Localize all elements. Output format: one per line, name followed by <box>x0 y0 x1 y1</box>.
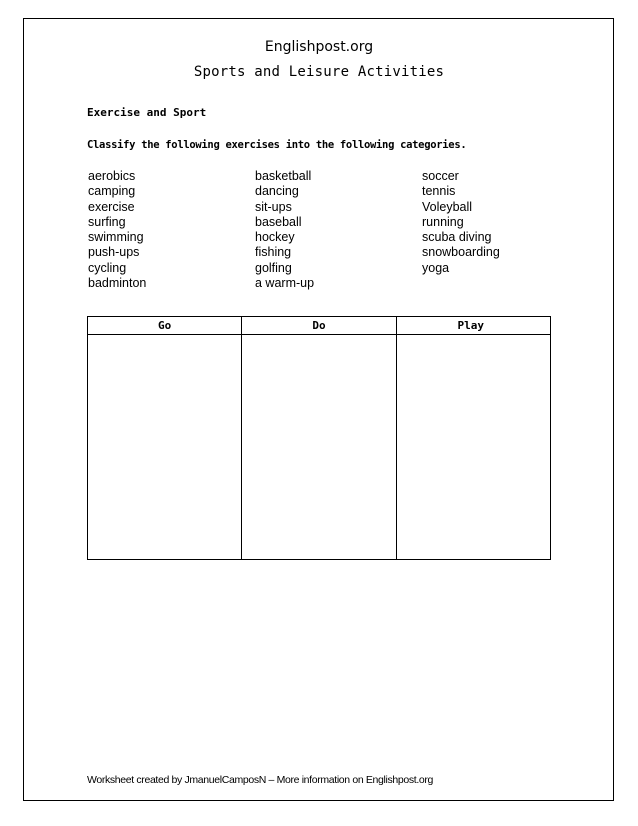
word-item: tennis <box>422 184 456 199</box>
word-item: push-ups <box>88 245 140 260</box>
word-item: exercise <box>88 199 135 214</box>
word-item: golfing <box>255 260 292 275</box>
word-item: soccer <box>422 169 459 183</box>
word-item: fishing <box>255 245 292 260</box>
worksheet-title: Sports and Leisure Activities <box>193 64 445 80</box>
answer-cell-go[interactable] <box>88 335 242 560</box>
word-bank-column-2 <box>255 169 314 291</box>
word-item: scuba diving <box>422 230 492 245</box>
word-item: sit-ups <box>255 199 292 214</box>
word-item: hockey <box>255 230 295 245</box>
footer-credit: Worksheet created by JmanuelCamposN – More information on Englishpost.org <box>87 774 434 786</box>
category-table <box>87 316 551 560</box>
table-row <box>88 335 551 560</box>
word-bank-column-1 <box>88 169 146 291</box>
section-heading: Exercise and Sport <box>87 106 207 119</box>
word-item: camping <box>88 184 136 199</box>
word-item: running <box>422 214 464 229</box>
word-item: cycling <box>88 260 127 275</box>
header-do: Do <box>242 317 396 335</box>
header-go: Go <box>88 317 242 335</box>
word-item: aerobics <box>88 169 136 183</box>
word-item: snowboarding <box>422 245 500 260</box>
word-item: surfing <box>88 214 126 229</box>
word-item: basketball <box>255 169 312 183</box>
word-item: Voleyball <box>422 199 473 214</box>
word-item: baseball <box>255 214 302 229</box>
answer-cell-do[interactable] <box>242 335 396 560</box>
word-item: a warm-up <box>255 276 315 291</box>
word-item: dancing <box>255 184 299 199</box>
word-bank-column-3 <box>422 169 500 276</box>
word-item: swimming <box>88 230 144 245</box>
word-item: badminton <box>88 276 147 291</box>
instructions: Classify the following exercises into the following categories. <box>87 139 467 151</box>
site-title: Englishpost.org <box>264 39 374 55</box>
table-header-row <box>88 317 551 335</box>
answer-cell-play[interactable] <box>396 335 550 560</box>
word-item: yoga <box>422 260 450 275</box>
header-play: Play <box>396 317 550 335</box>
